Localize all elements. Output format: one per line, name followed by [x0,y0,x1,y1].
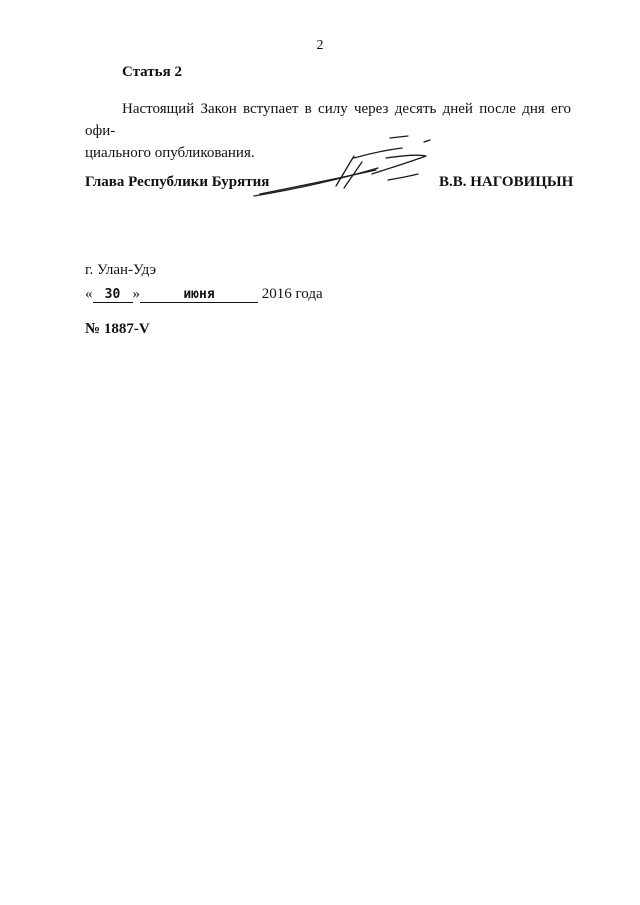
date-open-quote: « [85,286,93,302]
article-title: Статья 2 [122,64,182,80]
handwritten-signature [250,128,440,208]
signer-name: В.В. НАГОВИЦЫН [439,174,574,190]
date-line [85,286,323,303]
date-year: 2016 года [261,286,323,302]
signer-title: Глава Республики Бурятия [85,174,270,190]
law-number: № 1887-V [85,321,150,337]
page-number: 2 [316,38,324,53]
article-body-line-2: циального опубликования. [85,145,255,161]
date-close-quote: » [132,286,140,302]
date-day: 30 [93,287,133,303]
city: г. Улан-Удэ [85,262,157,278]
article-body-line-1: Настоящий Закон вступает в силу через десять дней после дня его офи- [85,101,571,139]
date-month: июня [140,287,258,303]
